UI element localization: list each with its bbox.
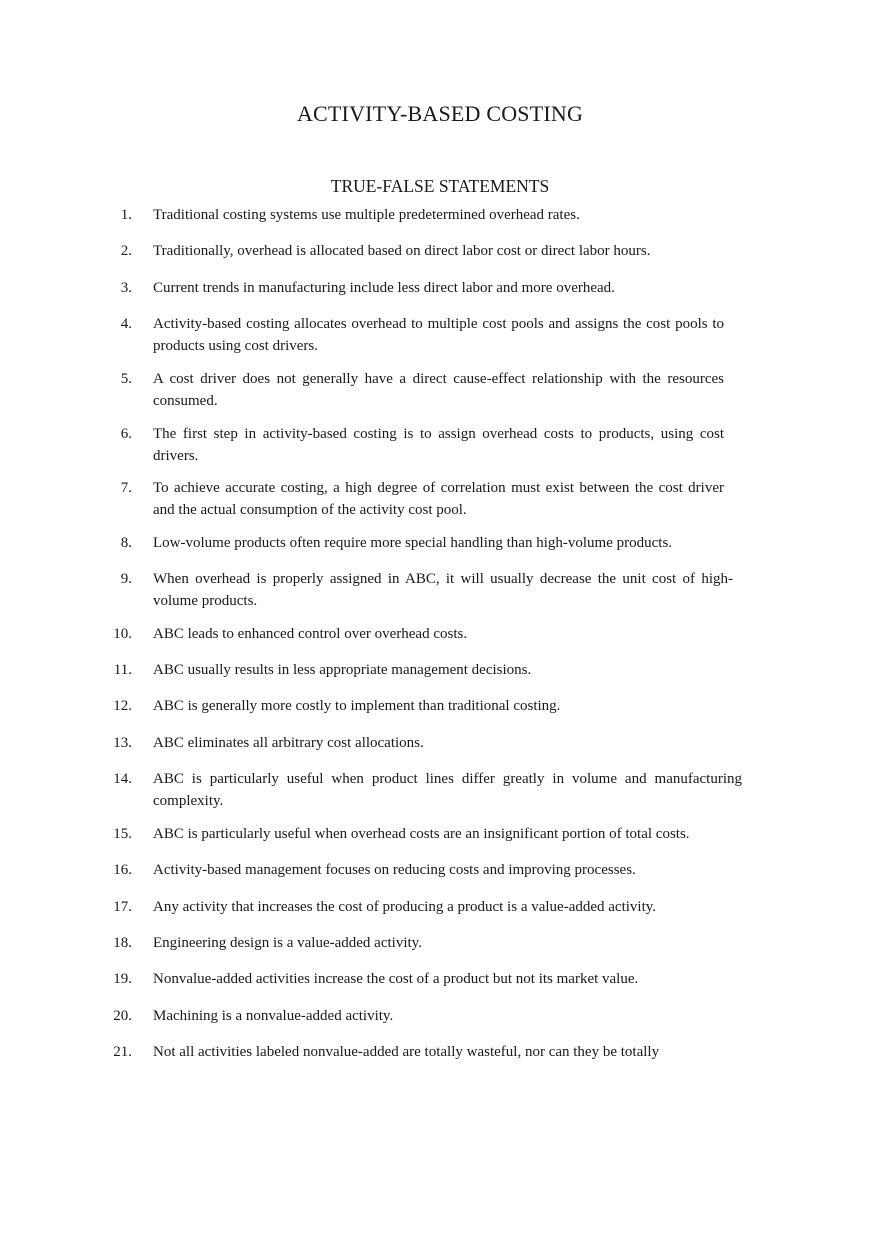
statement-text: Low-volume products often require more special handling than high-volume products. — [153, 535, 673, 551]
statement-number: 10. — [113, 626, 132, 642]
statement-number: 20. — [113, 1008, 132, 1024]
statement-text: ABC is particularly useful when overhead costs are an insignificant portion of total costs. — [153, 826, 690, 842]
statement-text: Engineering design is a value-added activity. — [153, 935, 422, 951]
statement-number: 9. — [120, 571, 132, 587]
statement-number: 15. — [113, 826, 132, 842]
statement-number: 1. — [120, 207, 132, 223]
statement-text: A cost driver does not generally have a direct cause-effect relationship with the resources consumed. — [153, 371, 724, 409]
statement-text: Any activity that increases the cost of producing a product is a value-added activity. — [153, 899, 657, 915]
statement-number: 16. — [113, 862, 132, 878]
statement-text: To achieve accurate costing, a high degree of correlation must exist between the cost driver and the actual consumption of the activity cost pool. — [153, 480, 724, 518]
statement-number: 14. — [113, 771, 132, 787]
statement-text: Machining is a nonvalue-added activity. — [153, 1008, 394, 1024]
statement-number: 21. — [113, 1044, 132, 1060]
document-title: ACTIVITY-BASED COSTING — [296, 101, 584, 126]
statement-text: Traditional costing systems use multiple predetermined overhead rates. — [153, 207, 580, 223]
statement-text: When overhead is properly assigned in ABC, it will usually decrease the unit cost of high-volume products. — [153, 571, 733, 609]
statement-number: 6. — [120, 426, 132, 442]
statement-number: 5. — [120, 371, 132, 387]
statement-number: 7. — [120, 480, 132, 496]
statement-text: Not all activities labeled nonvalue-added are totally wasteful, nor can they be totally — [153, 1044, 660, 1060]
statement-number: 18. — [113, 935, 132, 951]
statement-number: 8. — [120, 535, 132, 551]
statement-number: 17. — [113, 899, 132, 915]
statement-number: 11. — [113, 662, 132, 678]
statement-text: Nonvalue-added activities increase the cost of a product but not its market value. — [153, 971, 639, 987]
statement-text: ABC usually results in less appropriate management decisions. — [153, 662, 532, 678]
statement-number: 4. — [120, 316, 132, 332]
statement-number: 3. — [120, 280, 132, 296]
statement-text: ABC is particularly useful when product lines differ greatly in volume and manufacturing complexity. — [153, 771, 742, 809]
statement-text: ABC is generally more costly to implement than traditional costing. — [153, 698, 561, 714]
statement-text: Activity-based costing allocates overhead to multiple cost pools and assigns the cost pools to products using cost drivers. — [153, 316, 724, 354]
statement-number: 19. — [113, 971, 132, 987]
statement-number: 12. — [113, 698, 132, 714]
statement-number: 13. — [113, 735, 132, 751]
statement-text: The first step in activity-based costing is to assign overhead costs to products, using cost drivers. — [153, 426, 724, 464]
statement-text: Traditionally, overhead is allocated based on direct labor cost or direct labor hours. — [153, 243, 651, 259]
section-title: TRUE-FALSE STATEMENTS — [330, 176, 550, 196]
statement-text: ABC leads to enhanced control over overhead costs. — [153, 626, 468, 642]
statement-number: 2. — [120, 243, 132, 259]
statement-text: Current trends in manufacturing include less direct labor and more overhead. — [153, 280, 615, 296]
statement-text: Activity-based management focuses on reducing costs and improving processes. — [153, 862, 636, 878]
statement-text: ABC eliminates all arbitrary cost allocations. — [153, 735, 424, 751]
